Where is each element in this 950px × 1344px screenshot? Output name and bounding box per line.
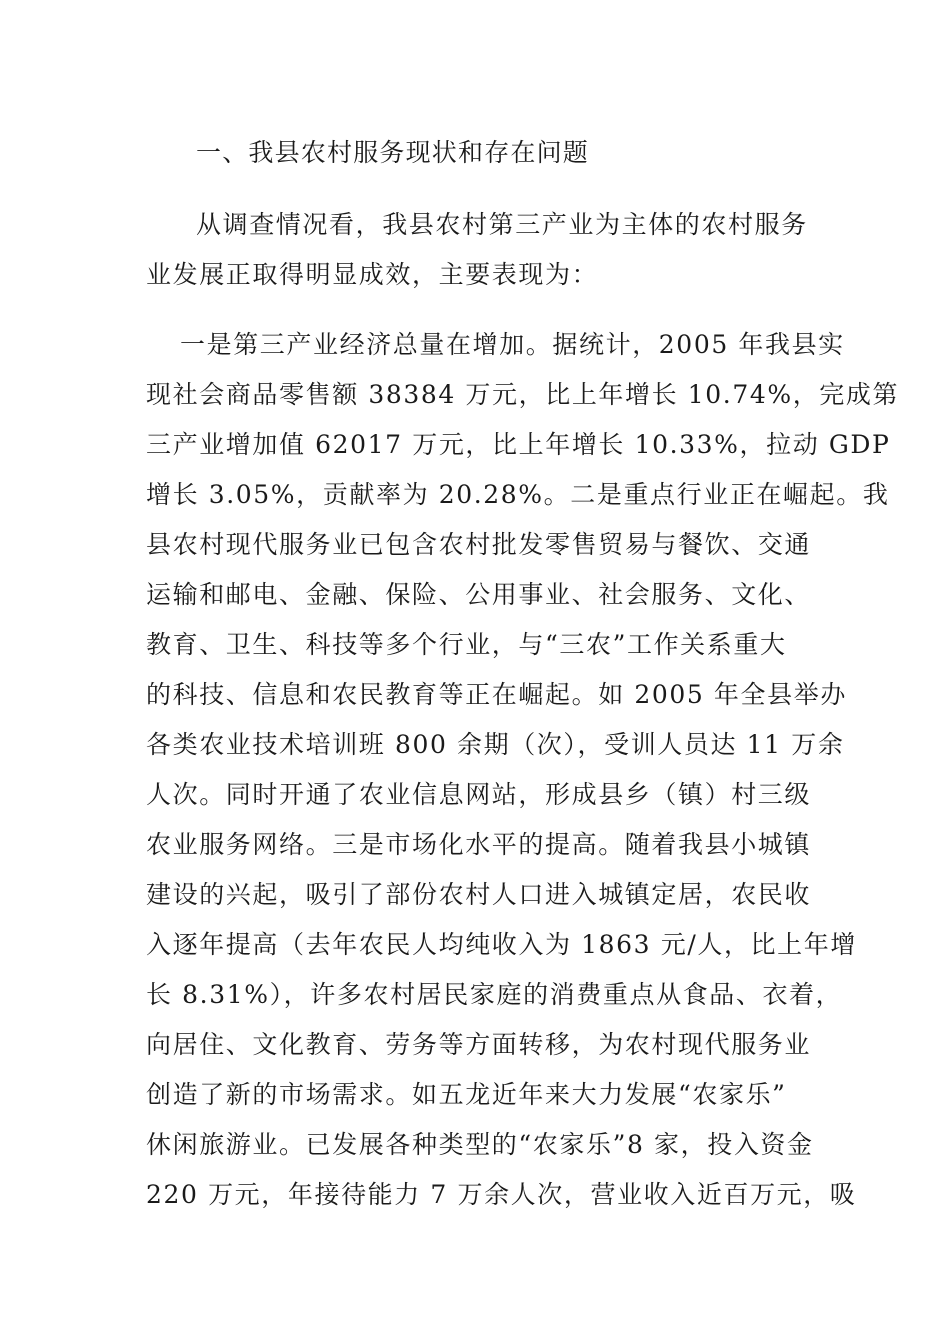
paragraph-2-line-18: 220 万元，年接待能力 7 万余人次，营业收入近百万元，吸 <box>146 1180 857 1209</box>
paragraph-2-line-7: 教育、卫生、科技等多个行业，与“三农”工作关系重大 <box>146 630 787 659</box>
paragraph-1-line-1: 从调查情况看，我县农村第三产业为主体的农村服务 <box>196 210 808 239</box>
paragraph-2-line-11: 农业服务网络。三是市场化水平的提高。随着我县小城镇 <box>146 830 812 859</box>
paragraph-2-line-12: 建设的兴起，吸引了部份农村人口进入城镇定居，农民收 <box>146 880 812 909</box>
paragraph-2-line-10: 人次。同时开通了农业信息网站，形成县乡（镇）村三级 <box>146 780 812 809</box>
paragraph-2-line-1: 一是第三产业经济总量在增加。据统计，2005 年我县实 <box>180 330 845 359</box>
paragraph-2-line-15: 向居住、文化教育、劳务等方面转移，为农村现代服务业 <box>146 1030 812 1059</box>
paragraph-2-line-3: 三产业增加值 62017 万元，比上年增长 10.33%，拉动 GDP <box>146 430 891 459</box>
paragraph-2-line-17: 休闲旅游业。已发展各种类型的“农家乐”8 家，投入资金 <box>146 1130 814 1159</box>
paragraph-2-line-6: 运输和邮电、金融、保险、公用事业、社会服务、文化、 <box>146 580 812 609</box>
paragraph-1-line-2: 业发展正取得明显成效，主要表现为： <box>146 260 599 289</box>
paragraph-2-line-9: 各类农业技术培训班 800 余期（次），受训人员达 11 万余 <box>146 730 845 759</box>
paragraph-2-line-5: 县农村现代服务业已包含农村批发零售贸易与餐饮、交通 <box>146 530 812 559</box>
paragraph-2-line-14: 长 8.31%），许多农村居民家庭的消费重点从食品、衣着， <box>146 980 843 1009</box>
paragraph-2-line-4: 增长 3.05%，贡献率为 20.28%。二是重点行业正在崛起。我 <box>146 480 890 509</box>
paragraph-2-line-2: 现社会商品零售额 38384 万元，比上年增长 10.74%，完成第 <box>146 380 900 409</box>
section-heading: 一、我县农村服务现状和存在问题 <box>196 138 590 167</box>
paragraph-2-line-16: 创造了新的市场需求。如五龙近年来大力发展“农家乐” <box>146 1080 787 1109</box>
paragraph-2-line-13: 入逐年提高（去年农民人均纯收入为 1863 元/人，比上年增 <box>146 930 857 959</box>
paragraph-2-line-8: 的科技、信息和农民教育等正在崛起。如 2005 年全县举办 <box>146 680 847 709</box>
